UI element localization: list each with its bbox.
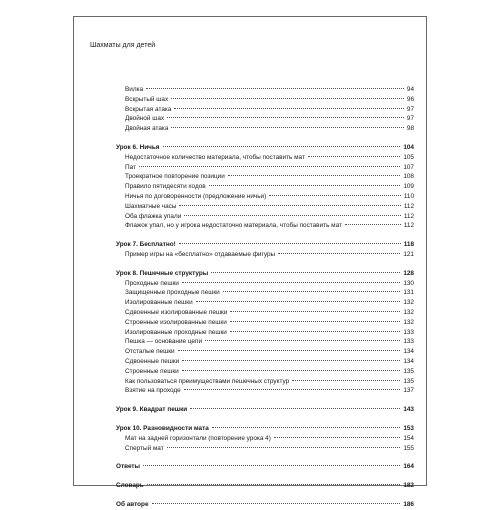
toc-entry-title: Об авторе bbox=[116, 500, 149, 508]
toc-section-row bbox=[116, 250, 414, 260]
toc-section-row bbox=[116, 221, 414, 231]
toc-entry-title: Оба флажка упали bbox=[125, 212, 182, 220]
table-of-contents bbox=[116, 85, 414, 510]
toc-page-number: 98 bbox=[406, 125, 414, 133]
dot-leader bbox=[182, 360, 400, 361]
toc-entry-title: Урок 8. Пешечные структуры bbox=[116, 269, 209, 277]
toc-entry-title: Вскрытый шах bbox=[125, 95, 169, 103]
toc-entry-title: Шахматные часы bbox=[125, 202, 177, 210]
toc-entry-title: Пешка — основание цепи bbox=[125, 338, 203, 346]
dot-leader bbox=[152, 503, 401, 504]
toc-page-number: 112 bbox=[403, 202, 414, 210]
dot-leader bbox=[230, 331, 400, 332]
toc-section-row bbox=[116, 386, 414, 396]
toc-page-number: 135 bbox=[403, 367, 414, 375]
toc-entry-title: Ответы bbox=[116, 463, 141, 471]
toc-section-row bbox=[116, 114, 414, 124]
dot-leader bbox=[212, 427, 401, 428]
toc-page-number: 118 bbox=[403, 241, 414, 249]
toc-page-number: 108 bbox=[403, 173, 414, 181]
toc-entry-title: Вилка bbox=[125, 86, 144, 93]
toc-entry-title: Мат на задней горизонтали (повторение урока 4) bbox=[125, 434, 271, 442]
toc-chapter-row bbox=[116, 405, 414, 415]
dot-leader bbox=[146, 88, 404, 89]
toc-entry-title: Строенные изолированные пешки bbox=[125, 318, 227, 326]
dot-leader bbox=[167, 447, 401, 448]
toc-entry-title: Урок 9. Квадрат пешки bbox=[116, 406, 188, 414]
toc-page-number: 94 bbox=[406, 86, 414, 93]
toc-entry-title: Защищенные проходные пешки bbox=[125, 289, 220, 297]
running-head: Шахматы для детей bbox=[90, 42, 156, 49]
toc-section-row bbox=[116, 153, 414, 163]
toc-page-number: 104 bbox=[403, 143, 414, 151]
dot-leader bbox=[174, 108, 404, 109]
toc-entry-title: Сдвоенные изолированные пешки bbox=[125, 308, 228, 316]
toc-chapter-row bbox=[116, 424, 414, 434]
toc-section-row bbox=[116, 298, 414, 308]
dot-leader bbox=[147, 484, 401, 485]
toc-section-row bbox=[116, 347, 414, 357]
toc-section-row bbox=[116, 308, 414, 318]
toc-chapter-row bbox=[116, 500, 414, 510]
toc-section-row bbox=[116, 124, 414, 134]
toc-page-number: 109 bbox=[403, 183, 414, 191]
dot-leader bbox=[223, 291, 401, 292]
toc-entry-title: Изолированные проходные пешки bbox=[125, 328, 227, 336]
toc-section-row bbox=[116, 357, 414, 367]
dot-leader bbox=[171, 98, 404, 99]
dot-leader bbox=[230, 311, 400, 312]
dot-leader bbox=[190, 408, 400, 409]
toc-entry-title: Правило пятидесяти ходов bbox=[125, 183, 206, 191]
toc-section-row bbox=[116, 192, 414, 202]
toc-page-number: 134 bbox=[403, 348, 414, 356]
dot-leader bbox=[179, 205, 400, 206]
toc-page-number: 133 bbox=[403, 328, 414, 336]
toc-page-number: 182 bbox=[403, 482, 414, 490]
toc-page-number: 112 bbox=[403, 212, 414, 220]
toc-entry-title: Ничья по договоренности (предложение ничьи) bbox=[125, 192, 267, 200]
toc-page-number: 97 bbox=[406, 105, 414, 113]
toc-entry-title: Вскрытая атака bbox=[125, 105, 172, 113]
toc-page-number: 110 bbox=[403, 192, 414, 200]
toc-page-number: 137 bbox=[403, 387, 414, 395]
dot-leader bbox=[274, 437, 400, 438]
toc-entry-title: Недостаточное количество материала, чтобы поставить мат bbox=[125, 153, 305, 161]
toc-page-number: 155 bbox=[403, 444, 414, 452]
dot-leader bbox=[292, 380, 400, 381]
toc-entry-title: Отсталые пешки bbox=[125, 348, 175, 356]
toc-section-row bbox=[116, 163, 414, 173]
toc-page-number: 153 bbox=[403, 424, 414, 432]
toc-section-row bbox=[116, 182, 414, 192]
toc-section-row bbox=[116, 377, 414, 387]
dot-leader bbox=[230, 321, 401, 322]
dot-leader bbox=[269, 195, 401, 196]
toc-section-row bbox=[116, 85, 414, 95]
toc-page-number: 164 bbox=[403, 463, 414, 471]
toc-entry-title: Урок 6. Ничья bbox=[116, 143, 160, 151]
toc-section-row bbox=[116, 434, 414, 444]
toc-entry-title: Троекратное повторение позиции bbox=[125, 173, 225, 181]
toc-section-row bbox=[116, 105, 414, 115]
toc-entry-title: Двойной шах bbox=[125, 115, 165, 123]
toc-page-number: 132 bbox=[403, 299, 414, 307]
toc-spacer bbox=[116, 134, 414, 143]
dot-leader bbox=[345, 224, 401, 225]
toc-spacer bbox=[116, 260, 414, 269]
dot-leader bbox=[184, 215, 401, 216]
toc-section-row bbox=[116, 328, 414, 338]
dot-leader bbox=[278, 253, 400, 254]
dot-leader bbox=[209, 185, 401, 186]
toc-chapter-row bbox=[116, 481, 414, 491]
toc-entry-title: Флажок упал, но у игрока недостаточно материала, чтобы поставить мат bbox=[125, 222, 342, 230]
book-page bbox=[73, 16, 427, 508]
toc-section-row bbox=[116, 337, 414, 347]
toc-spacer bbox=[116, 396, 414, 405]
toc-section-row bbox=[116, 318, 414, 328]
dot-leader bbox=[167, 117, 404, 118]
toc-page-number: 132 bbox=[403, 308, 414, 316]
toc-page-number: 121 bbox=[403, 250, 414, 258]
toc-page-number: 143 bbox=[403, 406, 414, 414]
toc-spacer bbox=[116, 231, 414, 240]
dot-leader bbox=[179, 243, 401, 244]
toc-chapter-row bbox=[116, 269, 414, 279]
toc-section-row bbox=[116, 279, 414, 289]
toc-entry-title: Двойная атака bbox=[125, 125, 169, 133]
toc-entry-title: Словарь bbox=[116, 482, 144, 490]
toc-entry-title: Пример игры на «бесплатно» отдаваемые фигуры bbox=[125, 250, 276, 258]
toc-entry-title: Пат bbox=[125, 163, 136, 171]
toc-page-number: 134 bbox=[403, 357, 414, 365]
toc-section-row bbox=[116, 212, 414, 222]
dot-leader bbox=[205, 340, 400, 341]
toc-entry-title: Взятие на проходе bbox=[125, 387, 181, 395]
toc-page-number: 133 bbox=[403, 338, 414, 346]
toc-page-number: 112 bbox=[403, 222, 414, 230]
toc-spacer bbox=[116, 415, 414, 424]
toc-page-number: 128 bbox=[403, 269, 414, 277]
dot-leader bbox=[163, 146, 401, 147]
dot-leader bbox=[182, 370, 401, 371]
toc-page-number: 186 bbox=[403, 500, 414, 508]
dot-leader bbox=[139, 166, 400, 167]
dot-leader bbox=[184, 389, 401, 390]
toc-page-number: 97 bbox=[406, 115, 414, 123]
toc-entry-title: Спертый мат bbox=[125, 444, 164, 452]
toc-page-number: 135 bbox=[403, 377, 414, 385]
toc-section-row bbox=[116, 202, 414, 212]
dot-leader bbox=[211, 272, 400, 273]
toc-entry-title: Урок 7. Бесплатно! bbox=[116, 241, 176, 249]
toc-page-number: 96 bbox=[406, 95, 414, 103]
toc-page-number: 107 bbox=[403, 163, 414, 171]
toc-page-number: 132 bbox=[403, 318, 414, 326]
toc-section-row bbox=[116, 172, 414, 182]
toc-entry-title: Как пользоваться преимуществами пешечных структур bbox=[125, 377, 290, 385]
toc-chapter-row bbox=[116, 462, 414, 472]
dot-leader bbox=[182, 282, 400, 283]
toc-entry-title: Урок 10. Разновидности мата bbox=[116, 424, 209, 432]
toc-entry-title: Сдвоенные пешки bbox=[125, 357, 180, 365]
toc-section-row bbox=[116, 288, 414, 298]
toc-chapter-row bbox=[116, 143, 414, 153]
toc-page-number: 130 bbox=[403, 279, 414, 287]
toc-entry-title: Изолированные пешки bbox=[125, 299, 193, 307]
dot-leader bbox=[178, 350, 401, 351]
toc-chapter-row bbox=[116, 240, 414, 250]
dot-leader bbox=[228, 175, 401, 176]
toc-page-number: 105 bbox=[403, 153, 414, 161]
toc-section-row bbox=[116, 367, 414, 377]
toc-entry-title: Строенные пешки bbox=[125, 367, 179, 375]
toc-spacer bbox=[116, 453, 414, 462]
dot-leader bbox=[171, 127, 403, 128]
toc-page-number: 131 bbox=[403, 289, 414, 297]
toc-spacer bbox=[116, 472, 414, 481]
toc-spacer bbox=[116, 491, 414, 500]
dot-leader bbox=[196, 301, 401, 302]
toc-entry-title: Проходные пешки bbox=[125, 279, 179, 287]
toc-section-row bbox=[116, 95, 414, 105]
toc-page-number: 154 bbox=[403, 434, 414, 442]
toc-section-row bbox=[116, 444, 414, 454]
dot-leader bbox=[143, 465, 400, 466]
dot-leader bbox=[308, 156, 400, 157]
